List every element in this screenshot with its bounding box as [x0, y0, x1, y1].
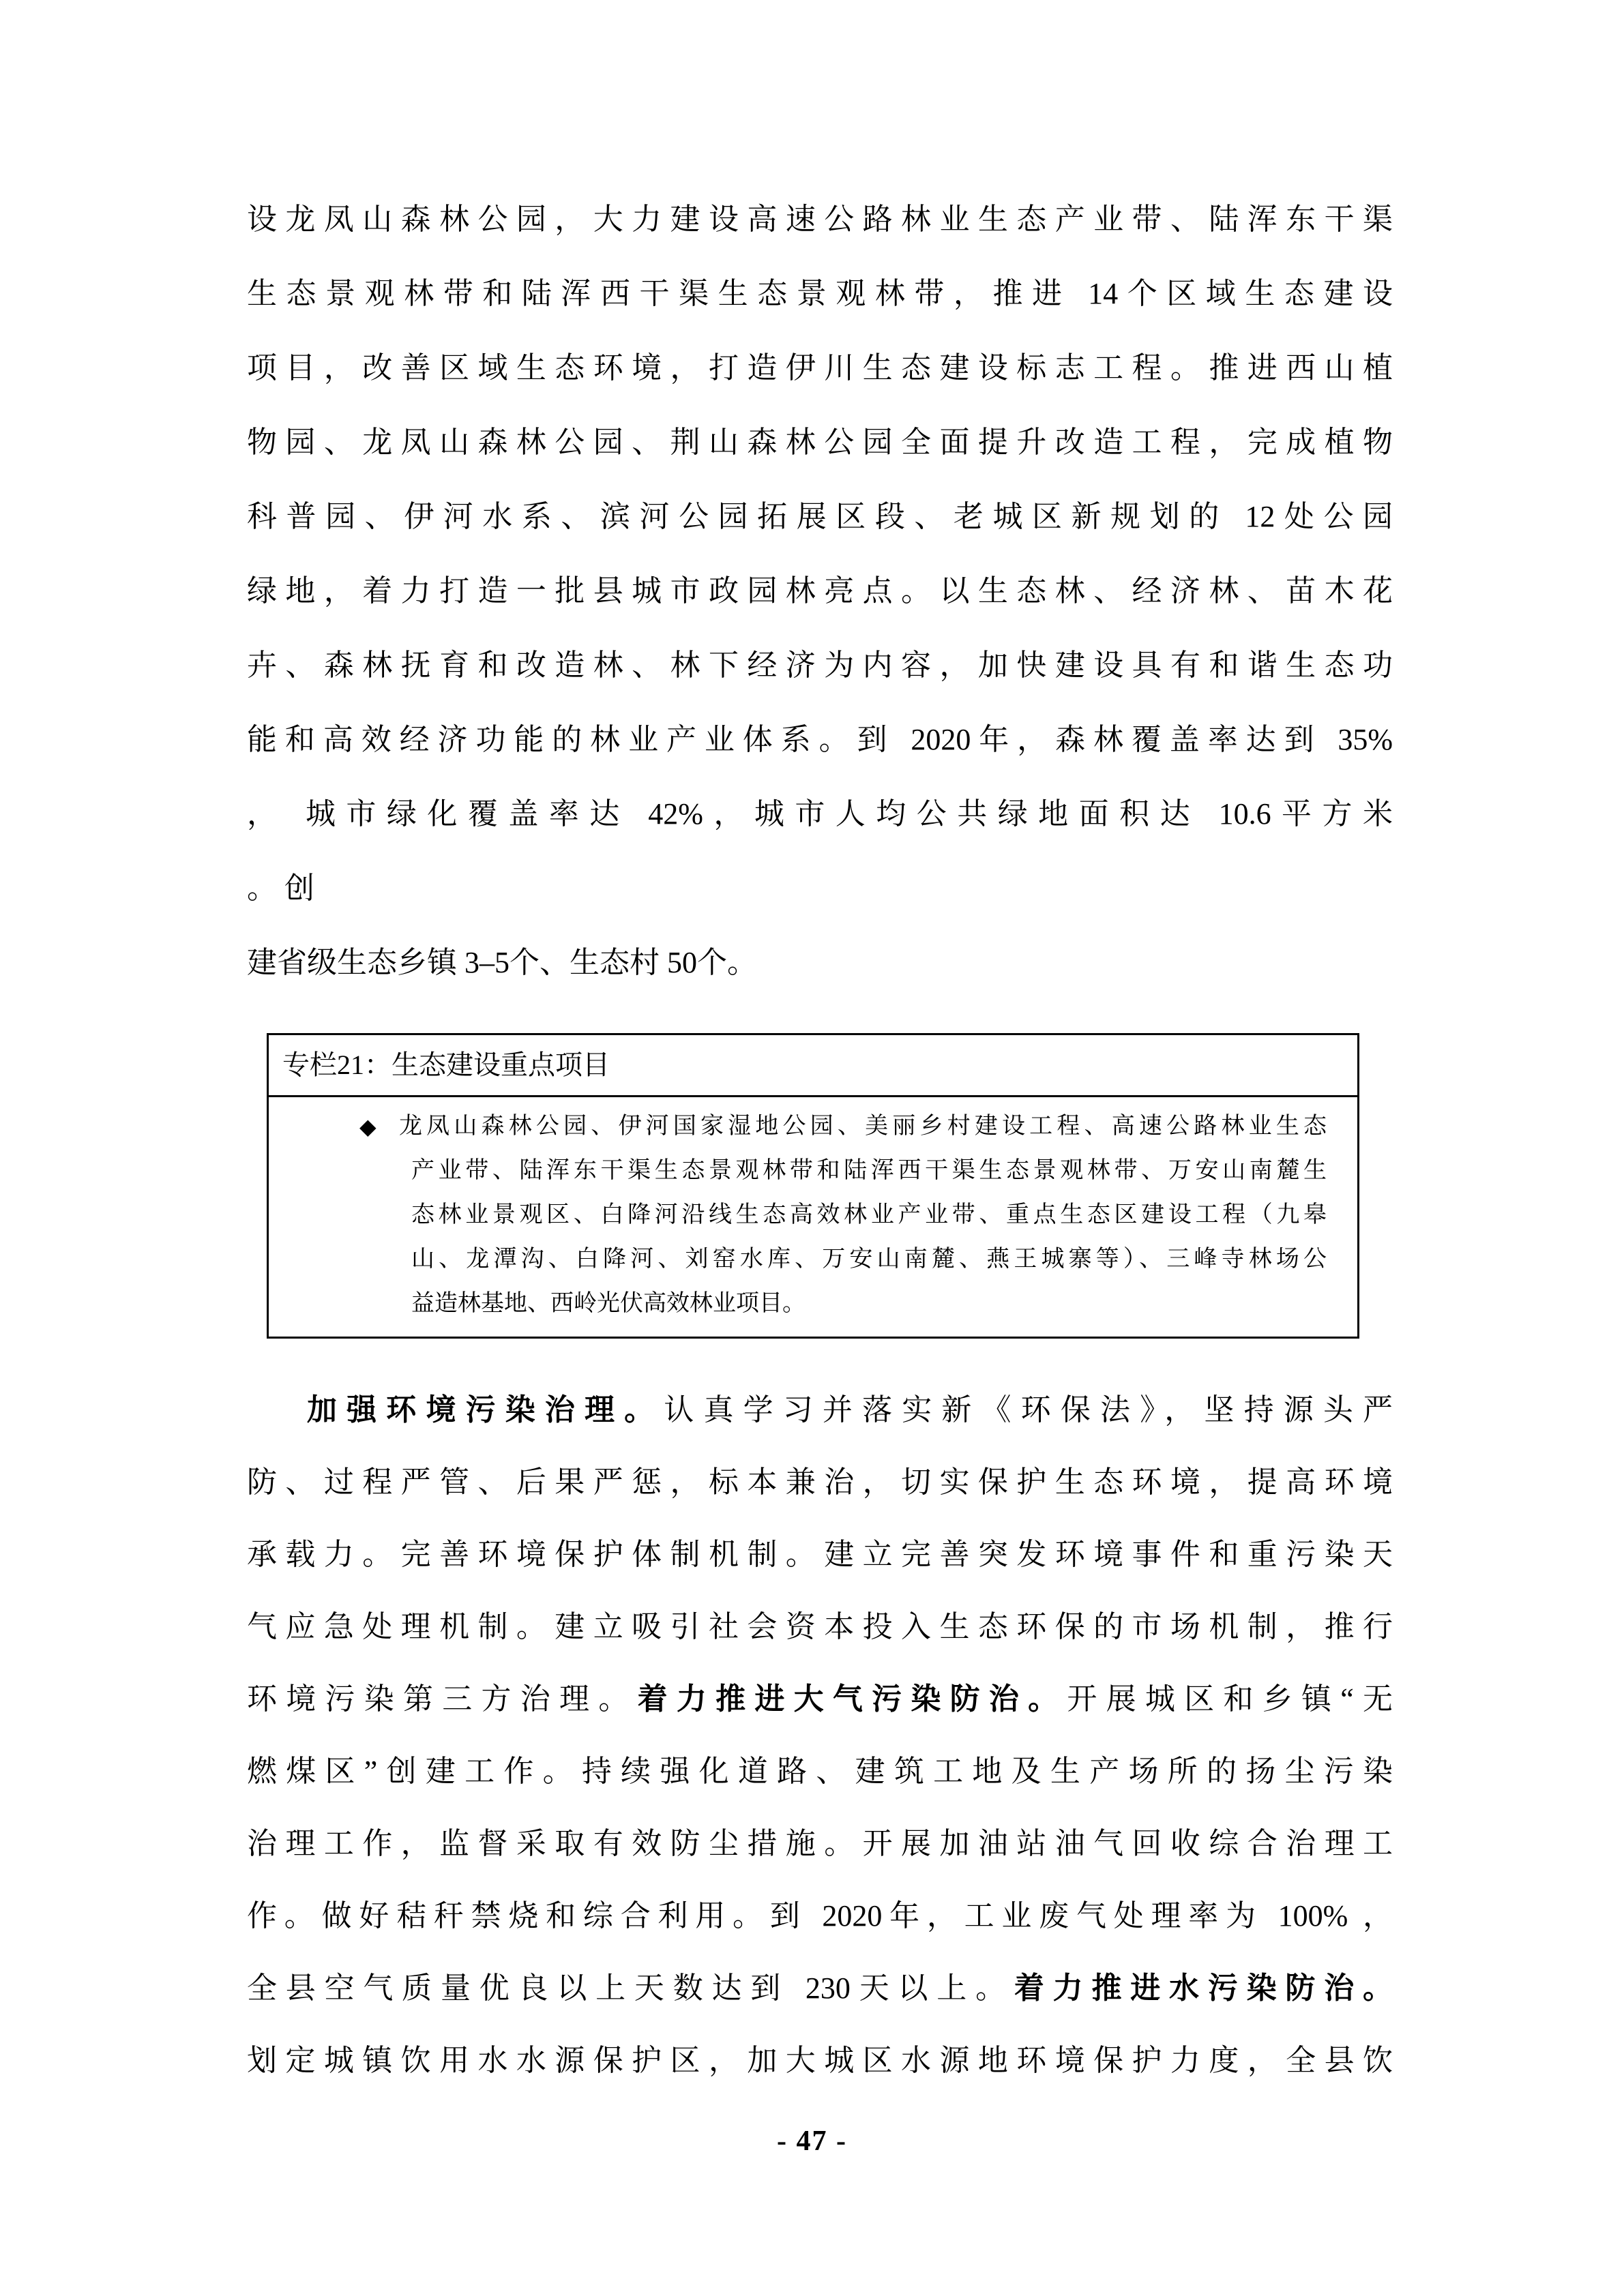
column-box-line: 益造林基地、西岭光伏高效林业项目。: [411, 1291, 806, 1316]
text-line: [247, 1446, 1393, 1519]
text-line: 能和高效经济功能的林业产业体系。到 2020年，森林覆盖率达到 35%: [247, 723, 1393, 756]
text-run: 作。做好秸秆禁烧和综合利用。到 2020年，工业废气处理率为 100% ，: [247, 1899, 1393, 1933]
text-line: [247, 1808, 1393, 1880]
column-box-21: [267, 1033, 1359, 1339]
text-run: 全县空气质量优良以上天数达到 230天以上。: [247, 1971, 1014, 2005]
text-line: [247, 1663, 1393, 1735]
column-box-title: 专栏21：生态建设重点项目: [269, 1035, 1357, 1097]
text-line: [247, 1952, 1393, 2025]
text-line: 建省级生态乡镇 3–5个、生态村 50个。: [247, 946, 757, 979]
diamond-bullet-icon: ◆: [359, 1114, 377, 1139]
text-line: 设龙凤山森林公园，大力建设高速公路林业生态产业带、陆浑东干渠: [247, 203, 1393, 236]
text-line: 卉、森林抚育和改造林、林下经济为内容，加快建设具有和谐生态功: [247, 648, 1393, 682]
text-line: 物园、龙凤山森林公园、荆山森林公园全面提升改造工程，完成植物: [247, 426, 1393, 459]
text-run: 环境污染第三方治理。: [247, 1682, 638, 1716]
text-line: 生态景观林带和陆浑西干渠生态景观林带，推进 14个区域生态建设: [247, 277, 1393, 310]
text-line: 绿地，着力打造一批县城市政园林亮点。以生态林、经济林、苗木花: [247, 574, 1393, 608]
text-run: 开展城区和乡镇“无: [1067, 1682, 1393, 1716]
text-run: 治理工作，监督采取有效防尘措施。开展加油站油气回收综合治理工: [247, 1827, 1393, 1860]
text-run: 划定城镇饮用水水源保护区，加大城区水源地环境保护力度，全县饮: [247, 2044, 1393, 2077]
text-line: [247, 2025, 1393, 2097]
paragraph-2: [247, 1374, 1393, 2097]
text-line: [247, 1880, 1393, 1952]
text-line: ， 城市绿化覆盖率达 42%，城市人均公共绿地面积达 10.6平方米: [247, 797, 1393, 831]
text-line: [247, 1735, 1393, 1808]
text-run: 气应急处理机制。建立吸引社会资本投入生态环保的市场机制，推行: [247, 1610, 1393, 1643]
text-line: [247, 1591, 1393, 1663]
column-box-line: 态林业景观区、白降河沿线生态高效林业产业带、重点生态区建设工程（九皋: [411, 1202, 1327, 1227]
bold-run: 着力推进水污染防治。: [1014, 1971, 1393, 2005]
text-line: 项目，改善区域生态环境，打造伊川生态建设标志工程。推进西山植: [247, 351, 1393, 385]
column-box-line: 龙凤山森林公园、伊河国家湿地公园、美丽乡村建设工程、高速公路林业生态: [399, 1114, 1327, 1139]
text-run: 燃煤区”创建工作。持续强化道路、建筑工地及生产场所的扬尘污染: [247, 1755, 1393, 1788]
text-run: 承载力。完善环境保护体制机制。建立完善突发环境事件和重污染天: [247, 1538, 1393, 1571]
column-box-body: [269, 1097, 1357, 1337]
text-line: [247, 1374, 1393, 1446]
column-box-line: 产业带、陆浑东干渠生态景观林带和陆浑西干渠生态景观林带、万安山南麓生: [411, 1158, 1327, 1183]
page-number: - 47 -: [777, 2126, 847, 2157]
text-line: 科普园、伊河水系、滨河公园拓展区段、老城区新规划的 12处公园: [247, 500, 1393, 533]
text-line: [247, 1519, 1393, 1591]
bold-run: 加强环境污染治理。: [307, 1393, 664, 1427]
bold-run: 着力推进大气污染防治。: [637, 1682, 1067, 1716]
text-run: 防、过程严管、后果严惩，标本兼治，切实保护生态环境，提高环境: [247, 1465, 1393, 1499]
text-run: 认真学习并落实新《环保法》，坚持源头严: [664, 1393, 1393, 1427]
column-box-line: 山、龙潭沟、白降河、刘窑水库、万安山南麓、燕王城寨等）、三峰寺林场公: [411, 1247, 1327, 1272]
text-line: 。 创: [247, 871, 314, 905]
paragraph-1: [247, 182, 1393, 1000]
